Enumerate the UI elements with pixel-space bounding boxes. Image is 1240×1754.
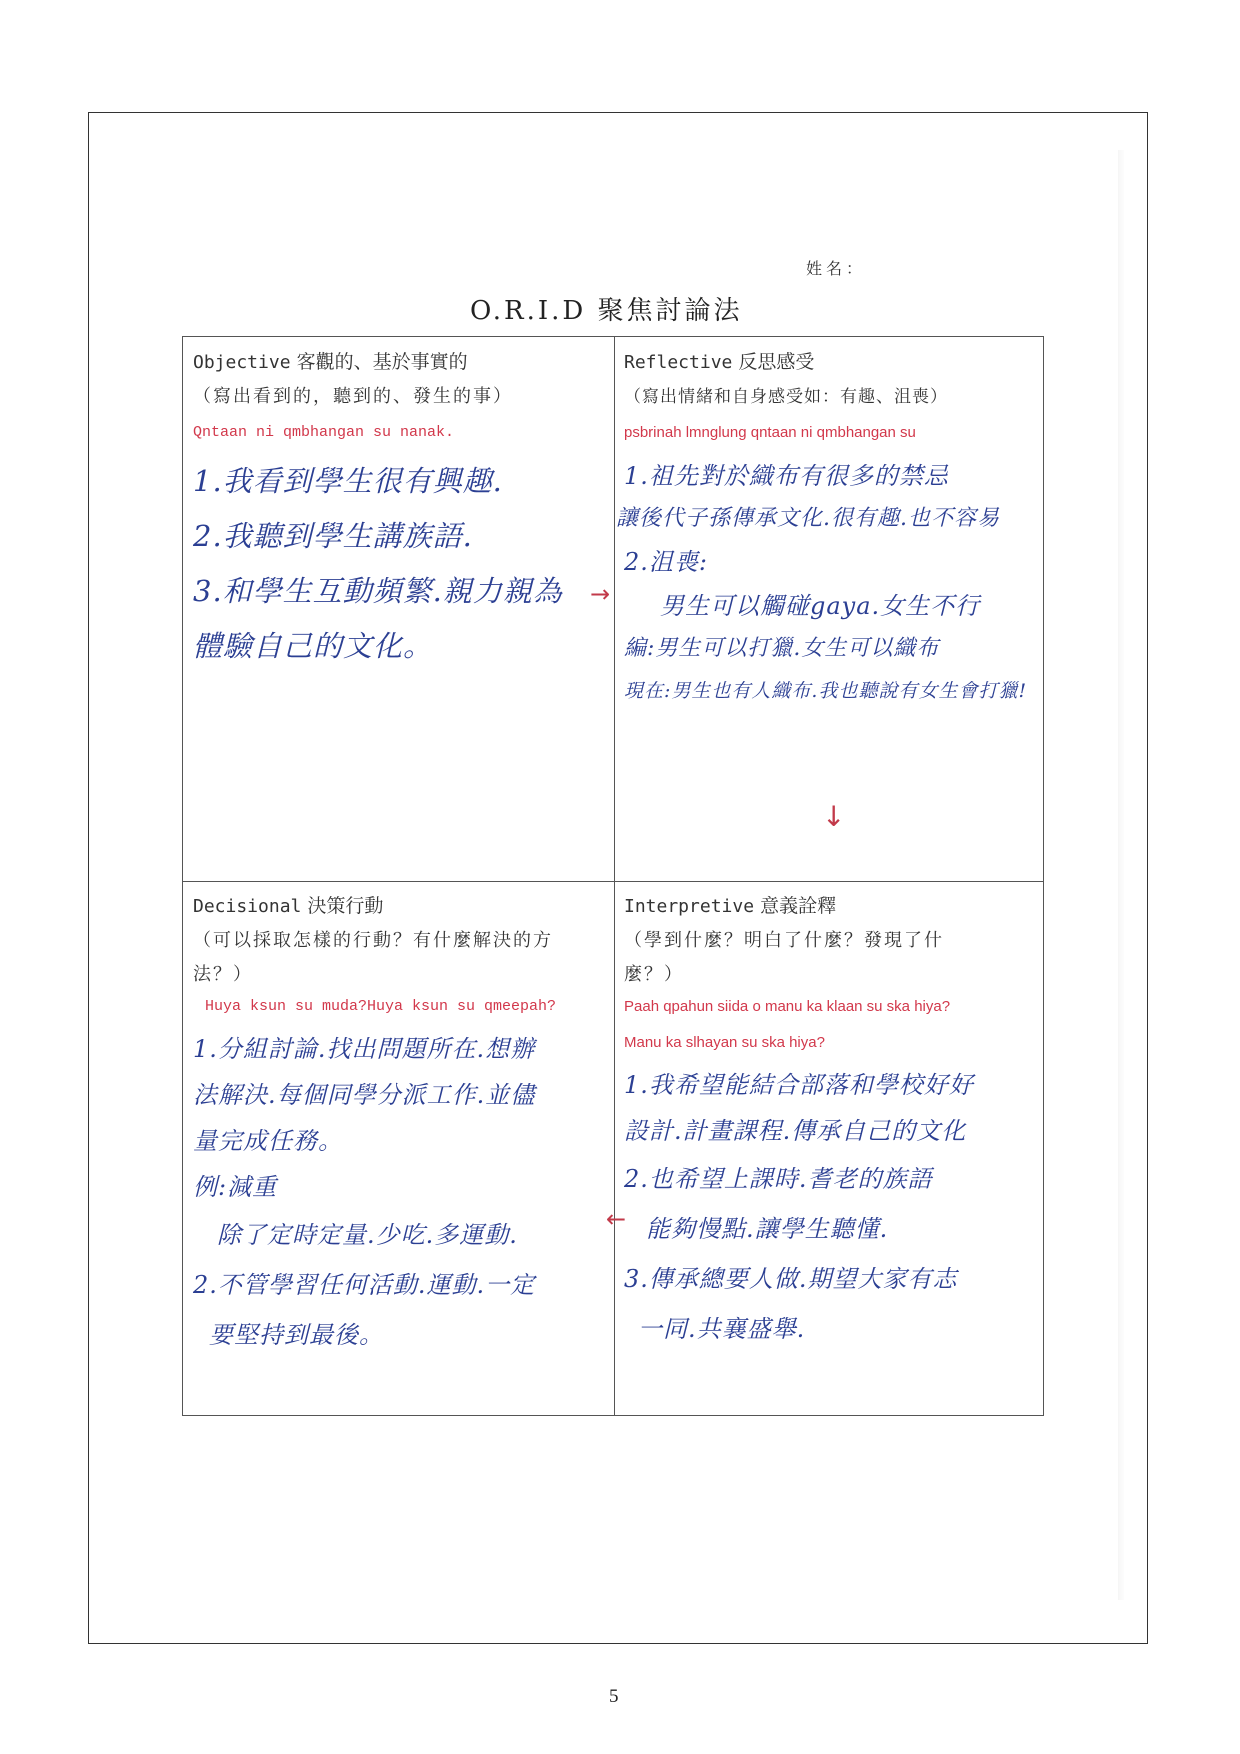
decisional-answer-line: 2.不管學習任何活動.運動.一定 — [193, 1271, 536, 1299]
interpretive-atayal-prompt-1: Paah qpahun siida o manu ka klaan su ska hiya? — [624, 998, 951, 1015]
objective-heading-zh: 客觀的、基於事實的 — [296, 351, 468, 373]
interpretive-answer-line: 1.我希望能結合部落和學校好好 — [624, 1071, 974, 1099]
decisional-answer-line: 要堅持到最後。 — [209, 1321, 384, 1349]
reflective-heading — [624, 347, 1035, 378]
orid-grid — [182, 336, 1044, 1416]
interpretive-answer-line: 2.也希望上課時.耆老的族語 — [624, 1165, 933, 1193]
arrow-down-icon: ↓ — [822, 800, 846, 833]
decisional-heading — [193, 891, 606, 922]
objective-heading — [193, 347, 606, 378]
objective-quadrant — [183, 337, 614, 881]
reflective-answer-line: 男生可以觸碰gaya.女生不行 — [660, 592, 981, 620]
decisional-answer-line: 法解決.每個同學分派工作.並儘 — [193, 1081, 536, 1109]
objective-answer-line: 2.我聽到學生講族語. — [193, 519, 473, 553]
objective-heading-en: Objective — [193, 352, 291, 373]
page-number: 5 — [609, 1686, 619, 1707]
interpretive-subtitle-line-2: 麼？） — [624, 964, 684, 985]
page-title: O.R.I.D 聚焦討論法 — [470, 296, 743, 326]
decisional-answer-line: 除了定時定量.少吃.多運動. — [217, 1221, 518, 1249]
interpretive-answer-line: 能夠慢點.讓學生聽懂. — [646, 1215, 889, 1243]
scan-shadow — [1118, 150, 1124, 1600]
objective-answer-line: 3.和學生互動頻繁.親力親為 — [193, 574, 563, 608]
interpretive-atayal-prompt-2: Manu ka slhayan su ska hiya? — [624, 1034, 825, 1051]
interpretive-subtitle-line-1: （學到什麼？明白了什麼？發現了什 — [624, 930, 944, 951]
reflective-answer-line: 現在:男生也有人織布.我也聽說有女生會打獵! — [624, 680, 1028, 702]
reflective-heading-zh: 反思感受 — [738, 351, 815, 373]
reflective-atayal-prompt: psbrinah lmnglung qntaan ni qmbhangan su — [624, 424, 916, 441]
decisional-quadrant — [183, 881, 614, 1415]
decisional-answer-line: 例:減重 — [193, 1173, 278, 1201]
interpretive-answer-line: 3.傳承總要人做.期望大家有志 — [624, 1265, 958, 1293]
interpretive-answer-line: 一同.共襄盛舉. — [638, 1315, 806, 1343]
interpretive-heading-zh: 意義詮釋 — [760, 895, 837, 917]
reflective-answer-line: 2.沮喪: — [624, 548, 708, 576]
decisional-atayal-prompt: Huya ksun su muda?Huya ksun su qmeepah? — [205, 998, 557, 1015]
reflective-answer-line: 編:男生可以打獵.女生可以織布 — [624, 636, 940, 661]
reflective-heading-en: Reflective — [624, 352, 733, 373]
interpretive-heading-en: Interpretive — [624, 896, 755, 917]
reflective-answer-line: 1.祖先對於織布有很多的禁忌 — [624, 462, 949, 490]
reflective-answer-line: 讓後代子孫傳承文化.很有趣.也不容易 — [616, 506, 1000, 531]
objective-answer-line: 1.我看到學生很有興趣. — [193, 464, 503, 498]
decisional-answer-line: 量完成任務。 — [193, 1127, 343, 1155]
objective-answer-line: 體驗自己的文化。 — [193, 629, 434, 663]
reflective-subtitle: （寫出情緒和自身感受如：有趣、沮喪） — [624, 387, 948, 407]
arrow-right-icon: → — [590, 580, 611, 608]
interpretive-quadrant — [614, 881, 1043, 1415]
decisional-answer-line: 1.分組討論.找出問題所在.想辦 — [193, 1035, 536, 1063]
interpretive-answer-line: 設計.計畫課程.傳承自己的文化 — [624, 1117, 967, 1145]
objective-subtitle: （寫出看到的，聽到的、發生的事） — [193, 386, 513, 407]
arrow-left-icon: ← — [606, 1205, 627, 1233]
decisional-subtitle-line-2: 法？） — [193, 964, 253, 985]
decisional-subtitle-line-1: （可以採取怎樣的行動？有什麼解決的方 — [193, 930, 553, 951]
decisional-heading-zh: 決策行動 — [307, 895, 384, 917]
interpretive-heading — [624, 891, 1035, 922]
name-label: 姓名： — [806, 259, 867, 278]
decisional-heading-en: Decisional — [193, 896, 302, 917]
objective-atayal-prompt: Qntaan ni qmbhangan su nanak. — [193, 424, 455, 441]
